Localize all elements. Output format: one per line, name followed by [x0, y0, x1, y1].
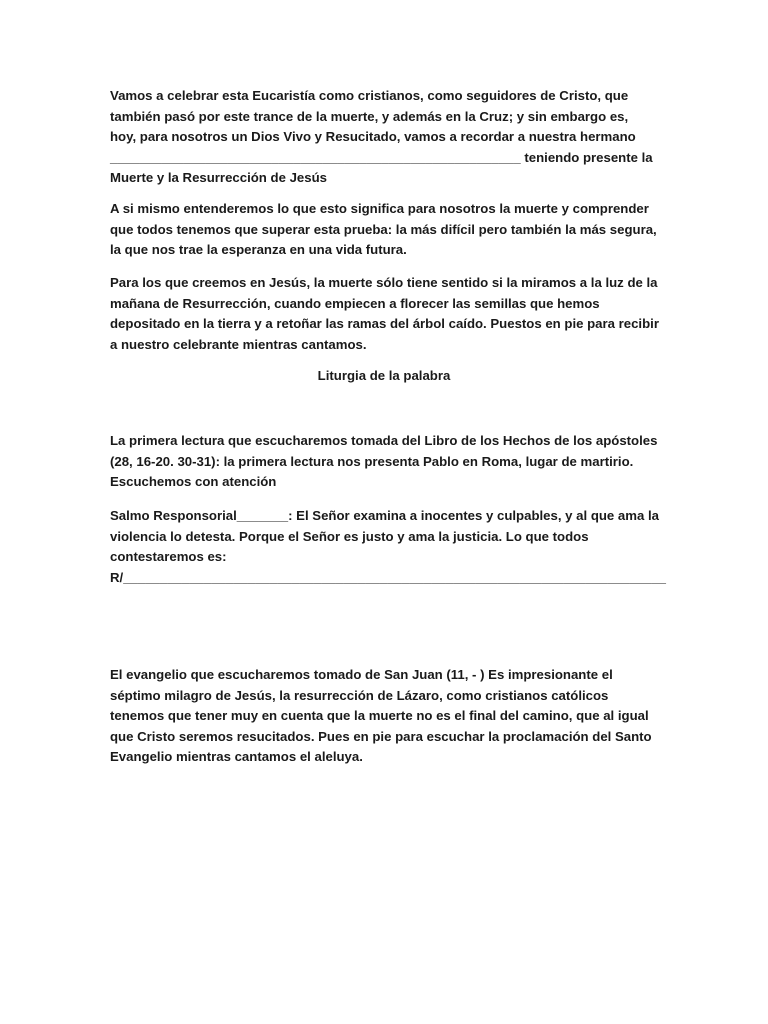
paragraph-psalm: Salmo Responsorial_______: El Señor examina a inocentes y culpables, y al que ama la violencia lo detesta. Porque el Señor es justo y ama la justicia. Lo que todos contestaremos es: [110, 508, 659, 564]
paragraph-third: Para los que creemos en Jesús, la muerte sólo tiene sentido si la miramos a la luz de la mañana de Resurrección, cuando empiecen a florecer las semillas que hemos depositado en la tierra y a retoñar las ramas del árbol caído. Puestos en pie para recibir a nuestro celebrante mientras cantamos. [110, 275, 659, 352]
intro-paragraph [110, 86, 662, 189]
intro-line-3: hoy, para nosotros un Dios Vivo y Resucitado, vamos a recordar a nuestra hermano [110, 129, 636, 144]
response-line: R/__________________________________________________________________________ [110, 570, 666, 585]
paragraph-gospel: El evangelio que escucharemos tomado de San Juan (11, - ) Es impresionante el séptimo milagro de Jesús, la resurrección de Lázaro, como cristianos católicos tenemos que tener muy en cuenta que la muerte no es el final del camino, que al igual que Cristo seremos resucitados. Pues en pie para escuchar la proclamación del Santo Evangelio mientras cantamos el aleluya. [110, 667, 652, 764]
intro-line-1: Vamos a celebrar esta Eucaristía como cristianos, como seguidores de Cristo, que [110, 88, 629, 103]
paragraph-first-reading: La primera lectura que escucharemos tomada del Libro de los Hechos de los apóstoles (28, 16-20. 30-31): la primera lectura nos presenta Pablo en Roma, lugar de martirio. Escuchemos con atención [110, 433, 658, 489]
intro-line-2: también pasó por este trance de la muerte, y además en la Cruz; y sin embargo es, [110, 108, 629, 124]
intro-line-4: ________________________________________________________ teniendo presente la [110, 149, 653, 165]
paragraph-second: A si mismo entenderemos lo que esto significa para nosotros la muerte y comprender que todos tenemos que superar esta prueba: la más difícil pero también la más segura, la que nos trae la esperanza en una vida futura. [110, 201, 657, 257]
intro-line-5: Muerte y la Resurrección de Jesús [110, 170, 327, 185]
section-heading: Liturgia de la palabra [317, 368, 451, 383]
